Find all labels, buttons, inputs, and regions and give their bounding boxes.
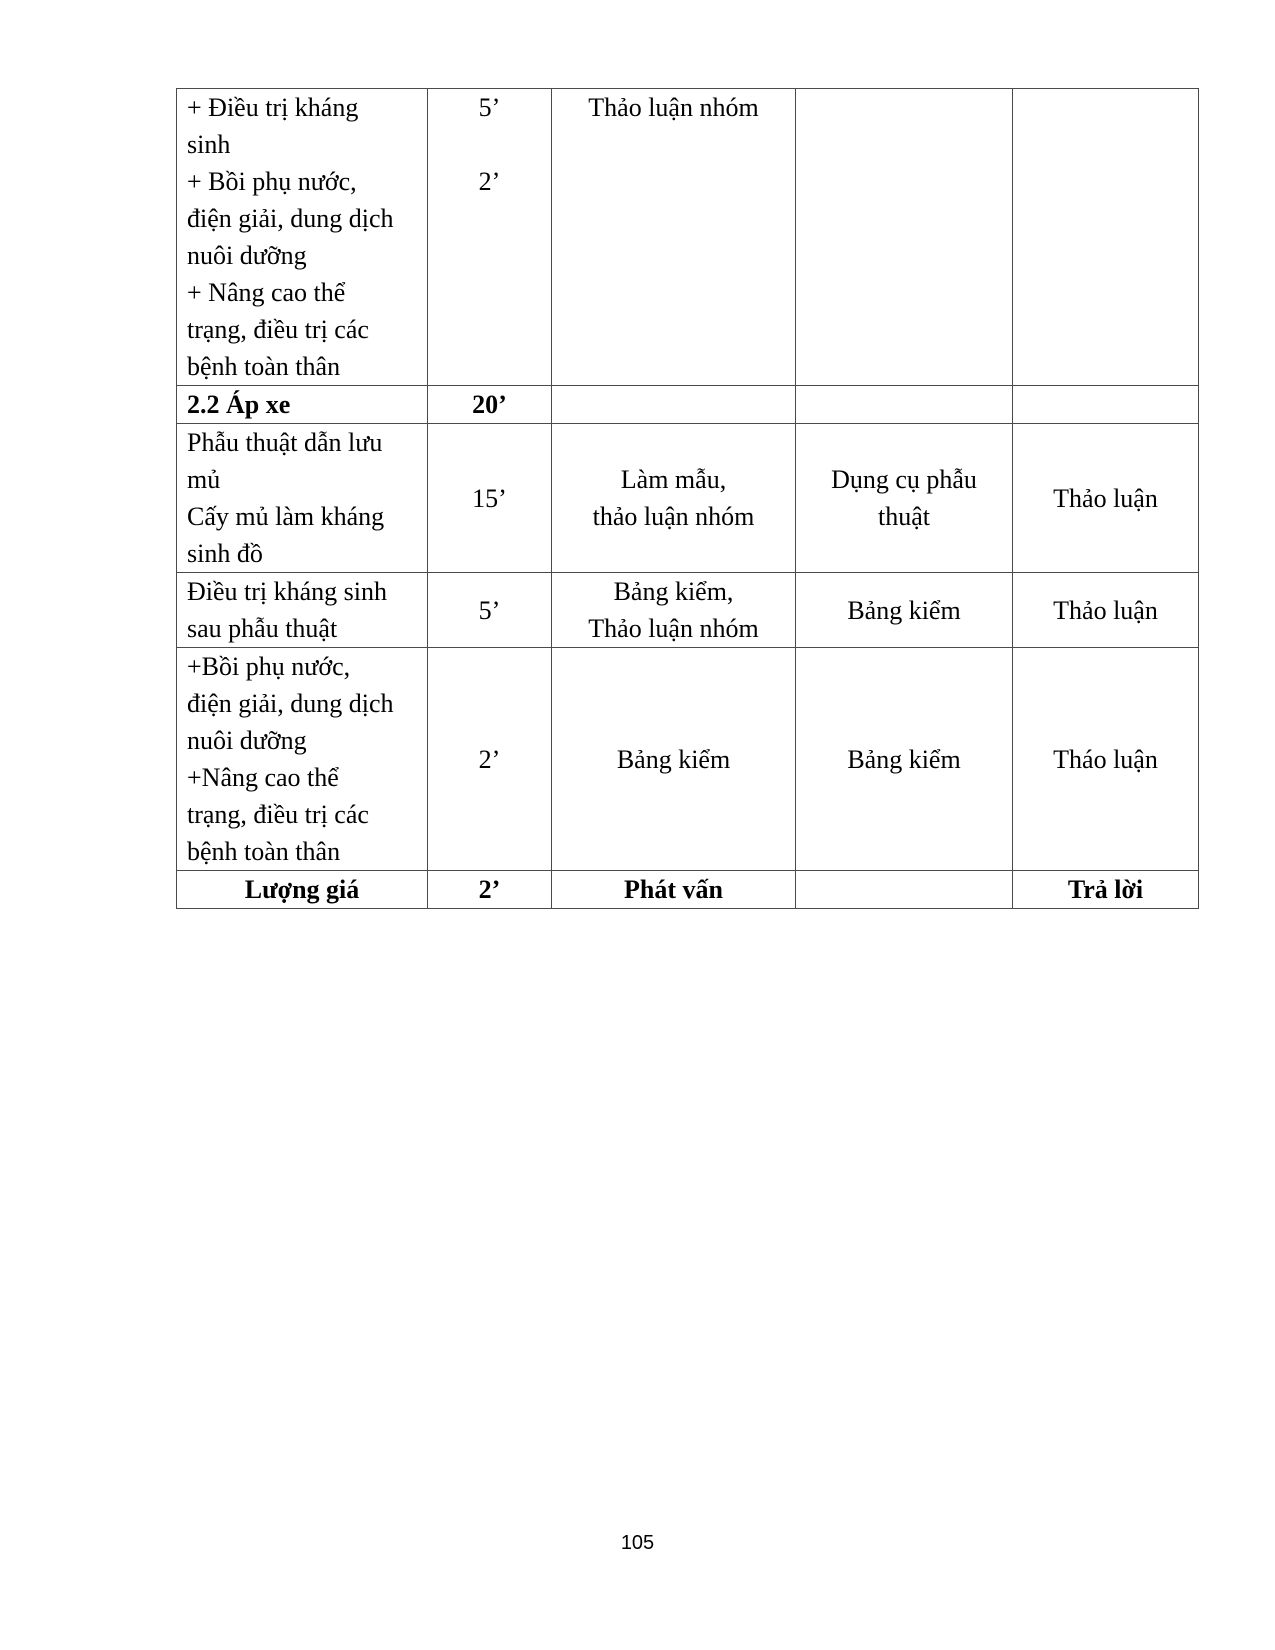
method-cell xyxy=(552,573,796,648)
cell-text: Lượng giá xyxy=(244,875,360,904)
cell-text: điện giải, dung dịch xyxy=(187,204,394,233)
time-cell xyxy=(428,573,552,648)
cell-text: trạng, điều trị các xyxy=(187,315,369,344)
cell-text: 2’ xyxy=(478,875,501,904)
content-cell xyxy=(177,648,428,871)
cell-text: Bảng kiểm xyxy=(616,744,731,774)
page-number: 105 xyxy=(620,1532,655,1554)
materials-cell xyxy=(796,386,1013,424)
table-row xyxy=(177,386,1199,424)
cell-text: 2.2 Áp xe xyxy=(187,390,291,419)
cell-text: sau phẫu thuật xyxy=(187,614,338,643)
activity-cell xyxy=(1013,89,1199,386)
cell-text: +Bồi phụ nước, xyxy=(187,652,351,681)
cell-text: thảo luận nhóm xyxy=(592,502,755,531)
cell-text: Thảo luận xyxy=(1053,483,1158,513)
activity-cell xyxy=(1013,871,1199,909)
table-row xyxy=(177,424,1199,573)
table-row xyxy=(177,871,1199,909)
cell-text: Bảng kiểm xyxy=(847,744,961,774)
cell-text: Cấy mủ làm kháng xyxy=(187,502,385,531)
materials-cell xyxy=(796,648,1013,871)
table-row xyxy=(177,89,1199,386)
time-cell xyxy=(428,89,552,386)
section-heading-cell xyxy=(177,386,428,424)
cell-text: + Điều trị kháng xyxy=(187,93,359,122)
activity-cell xyxy=(1013,386,1199,424)
cell-text: 2’ xyxy=(478,167,501,196)
content-cell xyxy=(177,573,428,648)
cell-text: Tháo luận xyxy=(1053,744,1158,774)
cell-text: + Bồi phụ nước, xyxy=(187,167,357,196)
cell-text: Phát vấn xyxy=(624,875,723,904)
cell-text: Trả lời xyxy=(1067,875,1144,904)
activity-cell xyxy=(1013,648,1199,871)
method-cell xyxy=(552,871,796,909)
cell-text: bệnh toàn thân xyxy=(187,352,341,381)
activity-cell xyxy=(1013,424,1199,573)
time-cell xyxy=(428,424,552,573)
time-cell xyxy=(428,648,552,871)
cell-text: trạng, điều trị các xyxy=(187,800,369,829)
cell-text: 5’ xyxy=(478,595,501,625)
method-cell xyxy=(552,386,796,424)
time-cell xyxy=(428,871,552,909)
materials-cell xyxy=(796,89,1013,386)
cell-text: Điều trị kháng sinh xyxy=(187,577,388,606)
cell-text: Thảo luận nhóm xyxy=(588,614,759,643)
cell-text: +Nâng cao thể xyxy=(187,763,339,792)
cell-text: bệnh toàn thân xyxy=(187,837,341,866)
table-row xyxy=(177,573,1199,648)
cell-text: + Nâng cao thể xyxy=(187,278,346,307)
materials-cell xyxy=(796,424,1013,573)
cell-spacer xyxy=(438,126,541,163)
cell-text: sinh đồ xyxy=(187,539,263,568)
time-cell xyxy=(428,386,552,424)
cell-text: điện giải, dung dịch xyxy=(187,689,394,718)
cell-text: Phẫu thuật dẫn lưu xyxy=(187,428,383,457)
cell-text: 15’ xyxy=(472,483,507,513)
cell-text: 20’ xyxy=(472,390,507,419)
evaluation-cell xyxy=(177,871,428,909)
method-cell xyxy=(552,89,796,386)
cell-text: 2’ xyxy=(478,744,501,774)
cell-text: nuôi dưỡng xyxy=(187,726,307,755)
cell-text: 5’ xyxy=(478,93,501,122)
cell-text: nuôi dưỡng xyxy=(187,241,307,270)
cell-text: Dụng cụ phẫu xyxy=(831,465,977,494)
content-cell xyxy=(177,89,428,386)
cell-text: mủ xyxy=(187,465,221,494)
cell-text: Thảo luận xyxy=(1053,595,1158,625)
content-cell xyxy=(177,424,428,573)
cell-text: Làm mẫu, xyxy=(620,465,727,494)
materials-cell xyxy=(796,871,1013,909)
cell-text: Bảng kiểm xyxy=(847,595,961,625)
activity-cell xyxy=(1013,573,1199,648)
cell-text: sinh xyxy=(187,130,231,159)
table-row xyxy=(177,648,1199,871)
lesson-plan-table xyxy=(176,88,1199,909)
cell-text: Bảng kiểm, xyxy=(613,577,734,606)
materials-cell xyxy=(796,573,1013,648)
cell-text: thuật xyxy=(878,502,930,531)
method-cell xyxy=(552,424,796,573)
method-cell xyxy=(552,648,796,871)
cell-text: Thảo luận nhóm xyxy=(588,93,759,122)
